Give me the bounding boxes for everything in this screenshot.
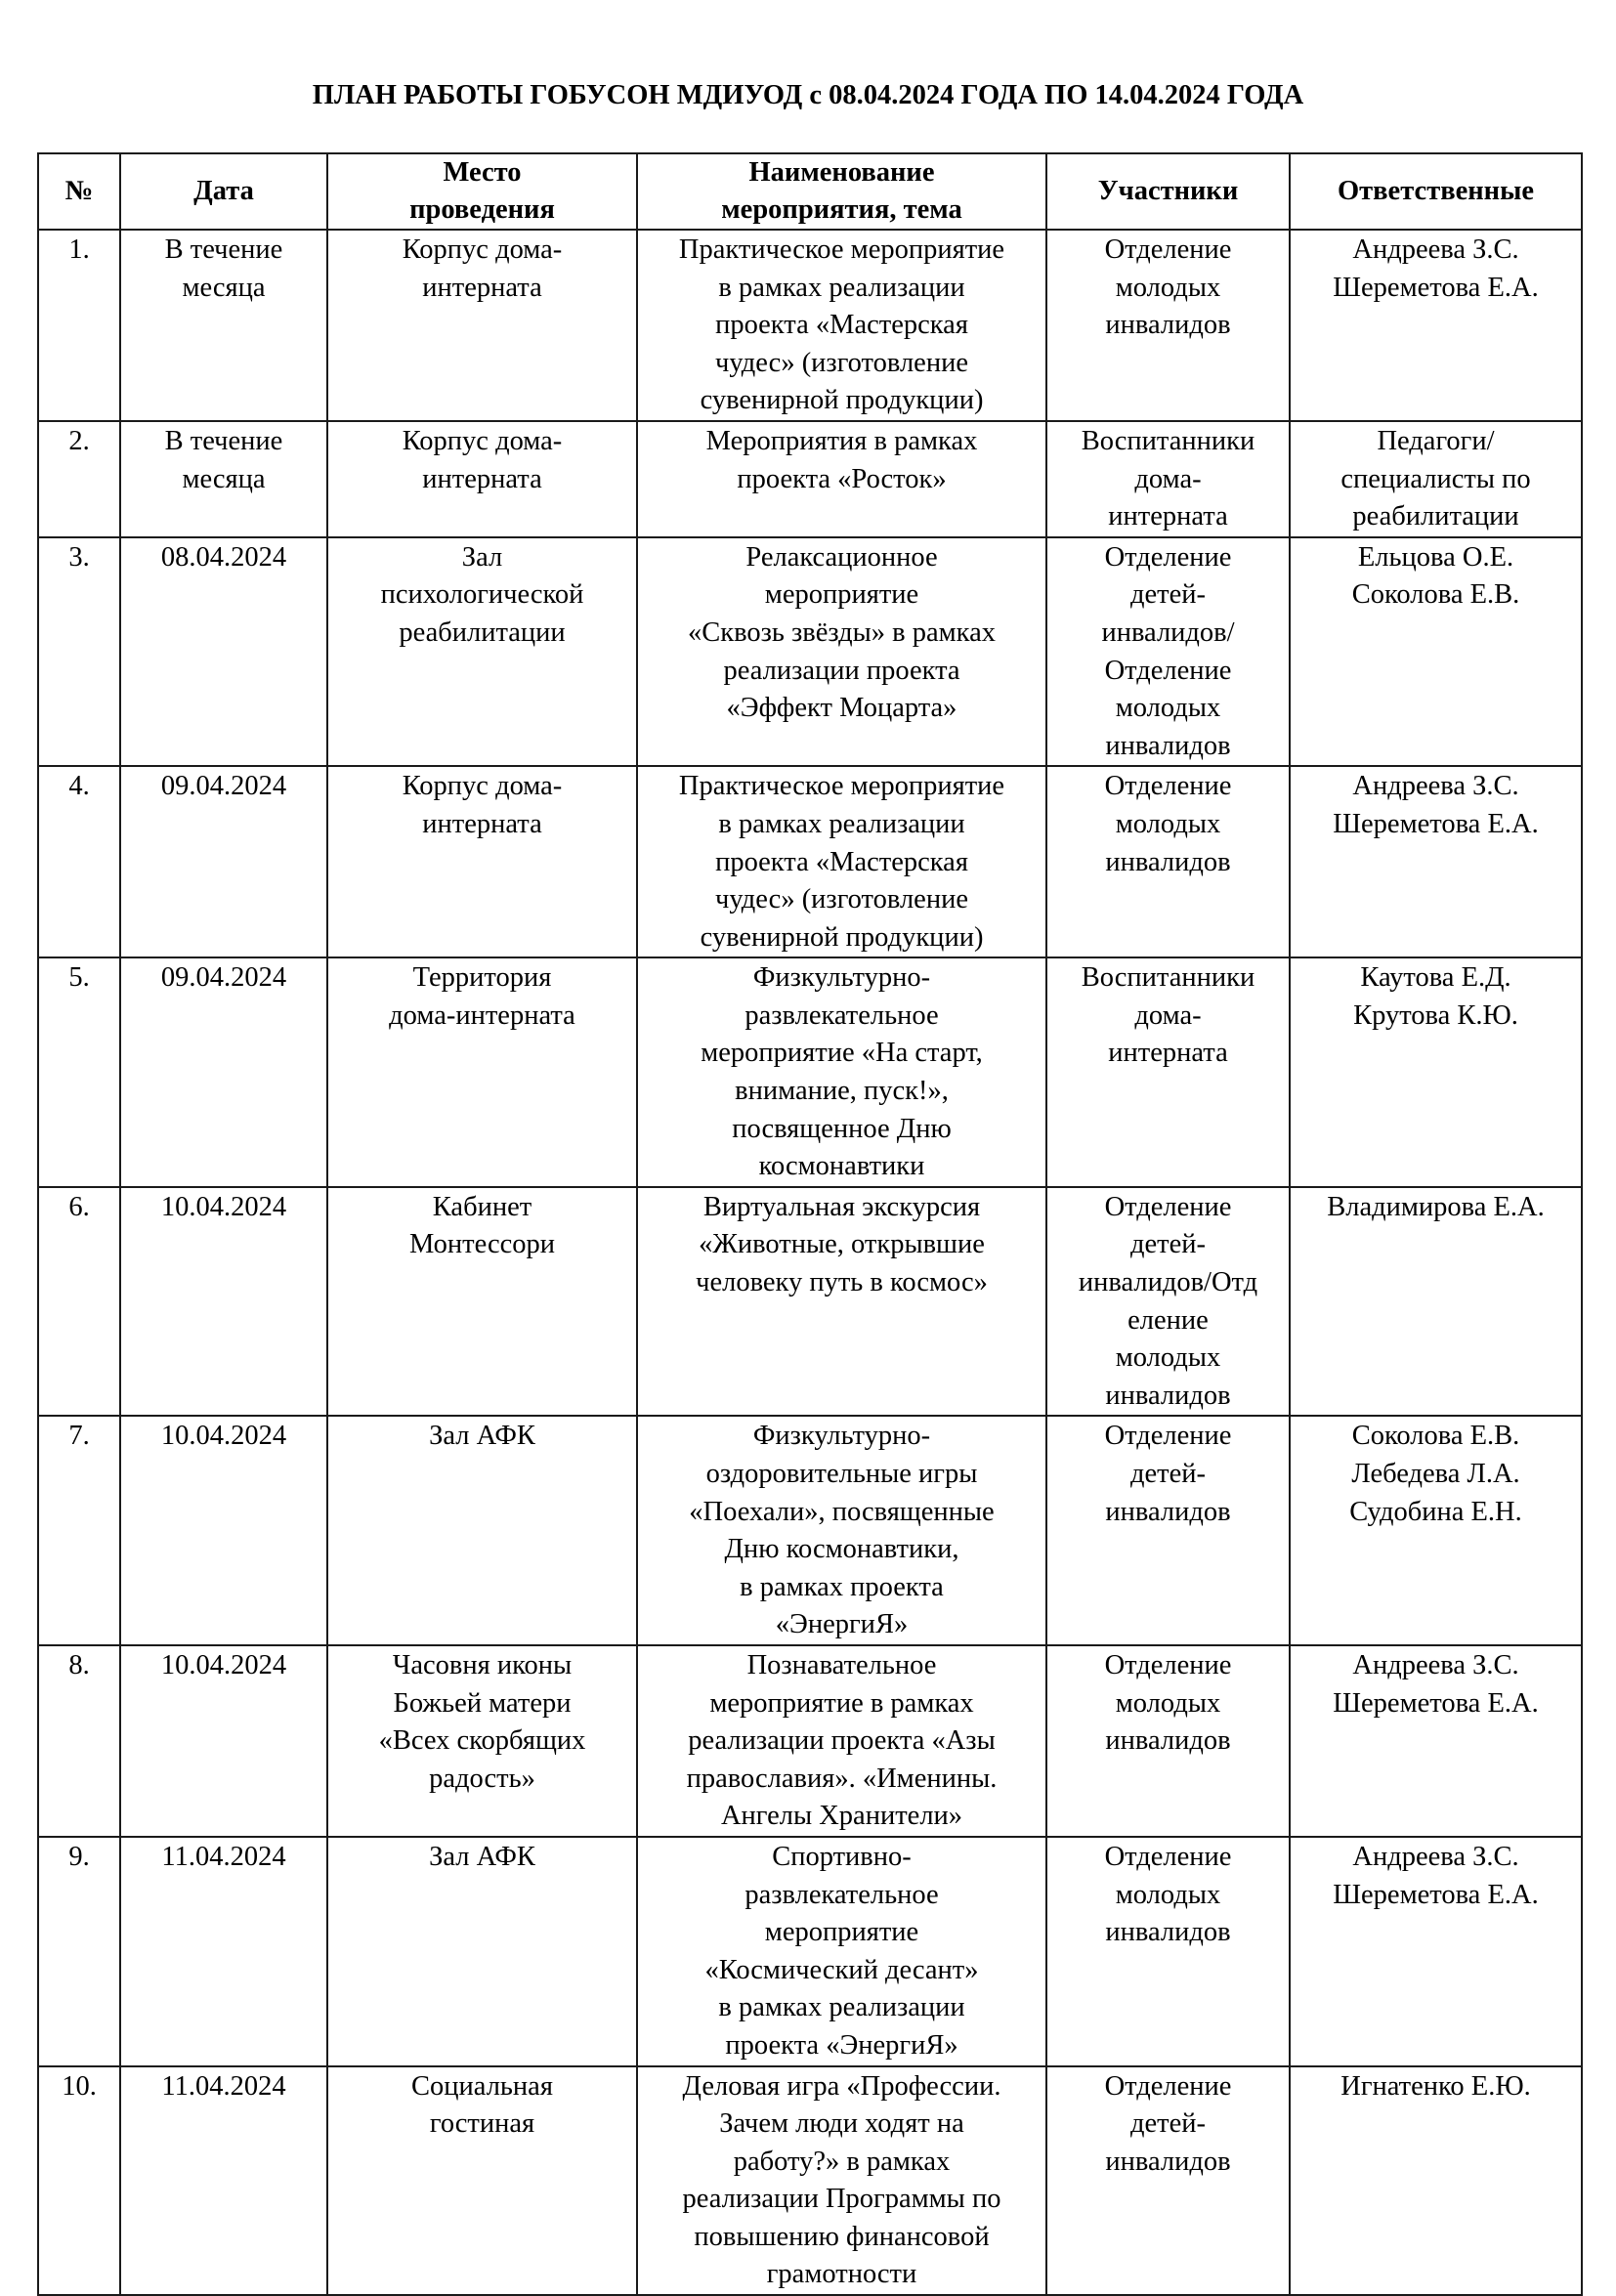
- table-row: [38, 230, 1582, 421]
- cell-participants: Отделение молодых инвалидов: [1046, 1837, 1290, 2066]
- cell-place: Корпус дома- интерната: [327, 766, 637, 957]
- header-event: Наименование мероприятия, тема: [637, 153, 1046, 230]
- cell-number: 10.: [38, 2066, 120, 2296]
- table-row: [38, 1645, 1582, 1837]
- cell-participants: Отделение молодых инвалидов: [1046, 230, 1290, 421]
- table-row: [38, 537, 1582, 767]
- cell-number: 2.: [38, 421, 120, 537]
- cell-place: Зал АФК: [327, 1416, 637, 1645]
- cell-event: Деловая игра «Профессии. Зачем люди ходят на работу?» в рамках реализации Программы по повышению финансовой грамотности: [637, 2066, 1046, 2296]
- cell-participants: Отделение молодых инвалидов: [1046, 1645, 1290, 1837]
- cell-responsible: Владимирова Е.А.: [1290, 1187, 1582, 1417]
- cell-participants: Воспитанники дома- интерната: [1046, 957, 1290, 1187]
- cell-participants: Отделение детей- инвалидов: [1046, 1416, 1290, 1645]
- cell-number: 8.: [38, 1645, 120, 1837]
- header-participants: Участники: [1046, 153, 1290, 230]
- table-row: [38, 957, 1582, 1187]
- cell-number: 7.: [38, 1416, 120, 1645]
- cell-number: 5.: [38, 957, 120, 1187]
- cell-responsible: Каутова Е.Д. Крутова К.Ю.: [1290, 957, 1582, 1187]
- cell-date: 10.04.2024: [120, 1416, 327, 1645]
- cell-responsible: Андреева З.С. Шереметова Е.А.: [1290, 230, 1582, 421]
- table-row: [38, 1416, 1582, 1645]
- cell-place: Кабинет Монтессори: [327, 1187, 637, 1417]
- cell-event: Релаксационное мероприятие «Сквозь звёзды» в рамках реализации проекта «Эффект Моцарта»: [637, 537, 1046, 767]
- document-title: ПЛАН РАБОТЫ ГОБУСОН МДИУОД с 08.04.2024 ГОДА ПО 14.04.2024 ГОДА: [312, 80, 1304, 110]
- cell-place: Часовня иконы Божьей матери «Всех скорбящих радость»: [327, 1645, 637, 1837]
- cell-date: 08.04.2024: [120, 537, 327, 767]
- cell-number: 3.: [38, 537, 120, 767]
- cell-event: Физкультурно- развлекательное мероприятие «На старт, внимание, пуск!», посвященное Дню космонавтики: [637, 957, 1046, 1187]
- cell-responsible: Соколова Е.В. Лебедева Л.А. Судобина Е.Н.: [1290, 1416, 1582, 1645]
- cell-place: Зал психологической реабилитации: [327, 537, 637, 767]
- cell-date: В течение месяца: [120, 230, 327, 421]
- cell-participants: Отделение детей- инвалидов/ Отделение молодых инвалидов: [1046, 537, 1290, 767]
- cell-number: 9.: [38, 1837, 120, 2066]
- table-row: [38, 2066, 1582, 2296]
- table-row: [38, 1837, 1582, 2066]
- cell-participants: Отделение детей- инвалидов/Отд еление молодых инвалидов: [1046, 1187, 1290, 1417]
- table-header-row: [38, 153, 1582, 230]
- table-row: [38, 1187, 1582, 1417]
- cell-date: В течение месяца: [120, 421, 327, 537]
- cell-event: Физкультурно- оздоровительные игры «Поехали», посвященные Дню космонавтики, в рамках проекта «ЭнергиЯ»: [637, 1416, 1046, 1645]
- cell-participants: Отделение молодых инвалидов: [1046, 766, 1290, 957]
- table-row: [38, 421, 1582, 537]
- cell-place: Социальная гостиная: [327, 2066, 637, 2296]
- cell-event: Виртуальная экскурсия «Животные, открывшие человеку путь в космос»: [637, 1187, 1046, 1417]
- cell-number: 1.: [38, 230, 120, 421]
- header-date: Дата: [120, 153, 327, 230]
- cell-event: Практическое мероприятие в рамках реализации проекта «Мастерская чудес» (изготовление сувенирной продукции): [637, 230, 1046, 421]
- cell-date: 11.04.2024: [120, 2066, 327, 2296]
- cell-responsible: Андреева З.С. Шереметова Е.А.: [1290, 1645, 1582, 1837]
- cell-event: Мероприятия в рамках проекта «Росток»: [637, 421, 1046, 537]
- cell-number: 6.: [38, 1187, 120, 1417]
- cell-responsible: Ельцова О.Е. Соколова Е.В.: [1290, 537, 1582, 767]
- cell-date: 10.04.2024: [120, 1645, 327, 1837]
- cell-responsible: Игнатенко Е.Ю.: [1290, 2066, 1582, 2296]
- cell-date: 09.04.2024: [120, 957, 327, 1187]
- table-row: [38, 766, 1582, 957]
- cell-place: Зал АФК: [327, 1837, 637, 2066]
- cell-responsible: Педагоги/ специалисты по реабилитации: [1290, 421, 1582, 537]
- cell-place: Корпус дома- интерната: [327, 230, 637, 421]
- cell-responsible: Андреева З.С. Шереметова Е.А.: [1290, 766, 1582, 957]
- header-place: Место проведения: [327, 153, 637, 230]
- cell-responsible: Андреева З.С. Шереметова Е.А.: [1290, 1837, 1582, 2066]
- cell-participants: Отделение детей- инвалидов: [1046, 2066, 1290, 2296]
- cell-event: Спортивно- развлекательное мероприятие «Космический десант» в рамках реализации проекта «ЭнергиЯ»: [637, 1837, 1046, 2066]
- cell-date: 09.04.2024: [120, 766, 327, 957]
- cell-event: Практическое мероприятие в рамках реализации проекта «Мастерская чудес» (изготовление сувенирной продукции): [637, 766, 1046, 957]
- cell-date: 10.04.2024: [120, 1187, 327, 1417]
- header-responsible: Ответственные: [1290, 153, 1582, 230]
- cell-number: 4.: [38, 766, 120, 957]
- cell-participants: Воспитанники дома- интерната: [1046, 421, 1290, 537]
- header-number: №: [38, 153, 120, 230]
- cell-place: Корпус дома- интерната: [327, 421, 637, 537]
- cell-place: Территория дома-интерната: [327, 957, 637, 1187]
- cell-event: Познавательное мероприятие в рамках реализации проекта «Азы православия». «Именины. Ангелы Хранители»: [637, 1645, 1046, 1837]
- cell-date: 11.04.2024: [120, 1837, 327, 2066]
- work-plan-table: [37, 152, 1583, 2296]
